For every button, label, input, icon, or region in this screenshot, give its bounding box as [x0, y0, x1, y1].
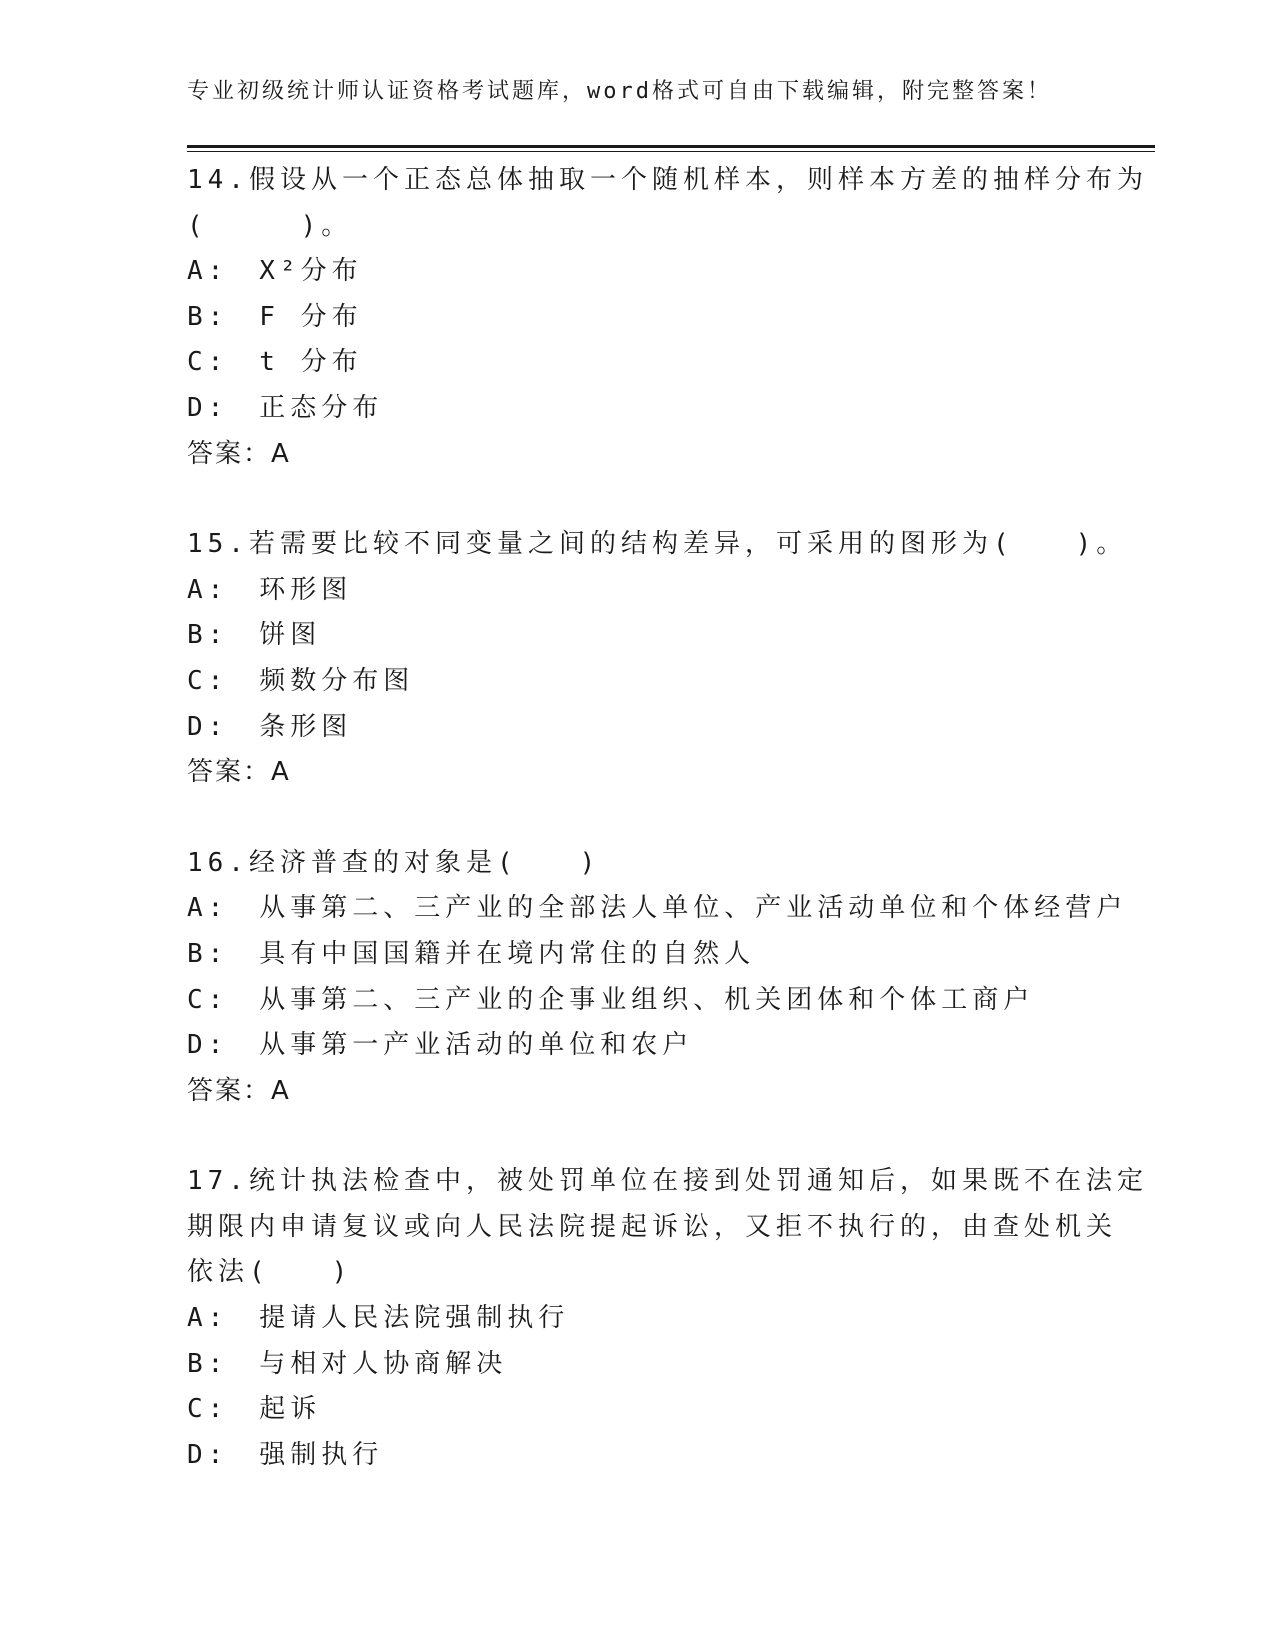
question-stem	[187, 522, 1128, 568]
answer: 答案：A	[187, 1075, 291, 1106]
question-stem	[187, 1159, 1148, 1296]
header-rule-thick	[187, 145, 1155, 148]
option-c: C: t 分布	[187, 347, 363, 378]
option-a: A: 提请人民法院强制执行	[187, 1303, 570, 1334]
option-b: B: 具有中国国籍并在境内常住的自然人	[187, 938, 756, 969]
question-16	[187, 841, 1128, 1115]
option-c: C: 从事第二、三产业的企事业组织、机关团体和个体工商户	[187, 984, 1035, 1015]
option-a: A: 从事第二、三产业的全部法人单位、产业活动单位和个体经营户	[187, 893, 1128, 924]
question-14	[187, 158, 1148, 477]
stem-line: 依法( )	[187, 1257, 353, 1288]
question-17	[187, 1159, 1148, 1478]
option-d: D: 条形图	[187, 711, 353, 742]
option-a: A: X²分布	[187, 256, 363, 287]
question-list	[187, 158, 1148, 1523]
option-d: D: 正态分布	[187, 392, 384, 423]
question-stem	[187, 158, 1148, 249]
stem-line: 期限内申请复议或向人民法院提起诉讼，又拒不执行的，由查处机关	[187, 1211, 1118, 1242]
stem-line: 17.统计执法检查中，被处罚单位在接到处罚通知后，如果既不在法定	[187, 1166, 1148, 1197]
question-15	[187, 522, 1128, 796]
option-d: D: 从事第一产业活动的单位和农户	[187, 1030, 694, 1061]
option-c: C: 起诉	[187, 1394, 322, 1425]
stem-line: 14.假设从一个正态总体抽取一个随机样本，则样本方差的抽样分布为	[187, 165, 1148, 195]
stem-line: 16.经济普查的对象是( )	[187, 847, 601, 878]
option-d: D: 强制执行	[187, 1439, 384, 1470]
option-b: B: F 分布	[187, 301, 363, 332]
answer: 答案：A	[187, 757, 291, 788]
page-header: 专业初级统计师认证资格考试题库，word格式可自由下载编辑，附完整答案！	[187, 79, 1052, 104]
question-stem	[187, 841, 1087, 887]
stem-line: ( )。	[187, 210, 353, 241]
option-a: A: 环形图	[187, 574, 353, 605]
answer: 答案：A	[187, 438, 291, 469]
option-b: B: 饼图	[187, 620, 322, 651]
option-c: C: 频数分布图	[187, 665, 415, 696]
stem-line: 15.若需要比较不同变量之间的结构差异，可采用的图形为( )。	[187, 529, 1128, 560]
header-rule-thin	[187, 151, 1155, 152]
option-b: B: 与相对人协商解决	[187, 1348, 508, 1379]
